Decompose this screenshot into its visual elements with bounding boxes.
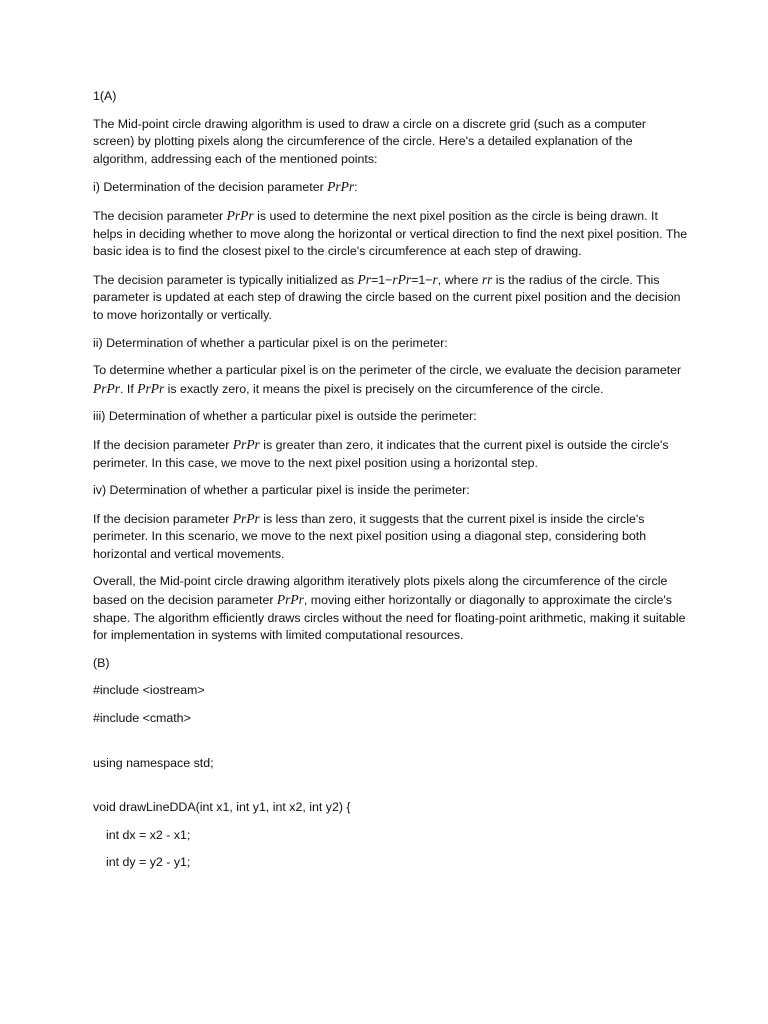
overall-math: PrPr <box>276 592 304 608</box>
part1-heading <box>93 178 688 197</box>
part1-p2-eq-1: =1− <box>370 272 393 287</box>
part1-p2-text-b: , where <box>437 272 482 287</box>
part2-text-b: . If <box>120 381 138 396</box>
part3-text-a: If the decision parameter <box>93 437 233 452</box>
part1-heading-text: i) Determination of the decision parameter <box>93 180 328 195</box>
part3-math: PrPr <box>232 436 260 452</box>
part2-text-c: is exactly zero, it means the pixel is precisely on the circumference of the circle. <box>164 381 604 396</box>
section-b-label: (B) <box>93 655 110 670</box>
code-line-dx: int dx = x2 - x1; <box>106 827 191 842</box>
overall-paragraph <box>93 573 688 644</box>
part1-paragraph-2 <box>93 271 688 325</box>
part1-p2-eq-2: =1− <box>411 272 433 287</box>
part3-paragraph <box>93 436 688 472</box>
part2-paragraph <box>93 362 688 398</box>
part1-heading-math: PrPr <box>327 179 355 195</box>
part4-text-b: is less than zero, it suggests that the current pixel is inside the circle's perimeter. In this scenario, we move to the next pixel position using a diagonal step, considering both horizontal and vertical movements. <box>93 511 647 561</box>
part1-p2-math-2: rPr <box>392 271 412 287</box>
part4-heading: iv) Determination of whether a particular pixel is inside the perimeter: <box>93 483 470 498</box>
code-block <box>93 682 688 872</box>
code-line-include-cmath: #include <cmath> <box>93 711 191 726</box>
code-line-function-signature: void drawLineDDA(int x1, int y1, int x2, int y2) { <box>93 800 351 815</box>
part1-p2-math-1: Pr <box>357 271 371 287</box>
part2-text-a: To determine whether a particular pixel is on the perimeter of the circle, we evaluate the decision parameter <box>93 363 682 378</box>
part1-p1-text-a: The decision parameter <box>93 208 227 223</box>
part1-heading-colon: : <box>354 180 358 195</box>
part1-p2-text-c: is the radius of the circle. This parameter is updated at each step of drawing the circle based on the current pixel position and the decision to move horizontally or vertically. <box>93 272 681 322</box>
part3-text-b: is greater than zero, it indicates that the current pixel is outside the circle's perimeter. In this case, we move to the next pixel position using a horizontal step. <box>93 437 669 470</box>
part2-math-2: PrPr <box>137 380 165 396</box>
part4-paragraph <box>93 510 688 564</box>
part1-paragraph-1 <box>93 207 688 261</box>
code-blank-line <box>93 738 688 755</box>
code-blank-line <box>93 782 688 799</box>
part4-text-a: If the decision parameter <box>93 511 233 526</box>
code-line-using-namespace: using namespace std; <box>93 755 214 770</box>
part1-p2-math-4: rr <box>481 271 493 287</box>
code-line-dy: int dy = y2 - y1; <box>106 855 191 870</box>
code-line-include-iostream: #include <iostream> <box>93 683 205 698</box>
intro-paragraph: The Mid-point circle drawing algorithm is used to draw a circle on a discrete grid (such as a computer screen) by plotting pixels along the circumference of the circle. Here's a detailed explanation of the algorithm, addressing each of the mentioned points: <box>93 116 646 166</box>
part1-p1-math: PrPr <box>226 207 254 223</box>
part1-p1-text-b: is used to determine the next pixel position as the circle is being drawn. It helps in deciding whether to move along the horizontal or vertical direction to find the next pixel position. The basic idea is to find the closest pixel to the circle's circumference at each step of drawing. <box>93 208 688 259</box>
part2-math-1: PrPr <box>93 380 120 396</box>
part3-heading: iii) Determination of whether a particular pixel is outside the perimeter: <box>93 409 477 424</box>
section-a-label: 1(A) <box>93 89 117 103</box>
overall-text-a: Overall, the Mid-point circle drawing algorithm iteratively plots pixels along the circumference of the circle based on the decision parameter <box>93 574 668 608</box>
part1-p2-math-3: r <box>432 271 438 287</box>
part4-math: PrPr <box>232 510 260 526</box>
part1-p2-text-a: The decision parameter is typically initialized as <box>93 272 358 287</box>
part2-heading: ii) Determination of whether a particular pixel is on the perimeter: <box>93 335 448 350</box>
overall-text-b: , moving either horizontally or diagonally to approximate the circle's shape. The algorithm efficiently draws circles without the need for floating-point arithmetic, making it suitable for implementation in systems with limited computational resources. <box>93 593 686 643</box>
